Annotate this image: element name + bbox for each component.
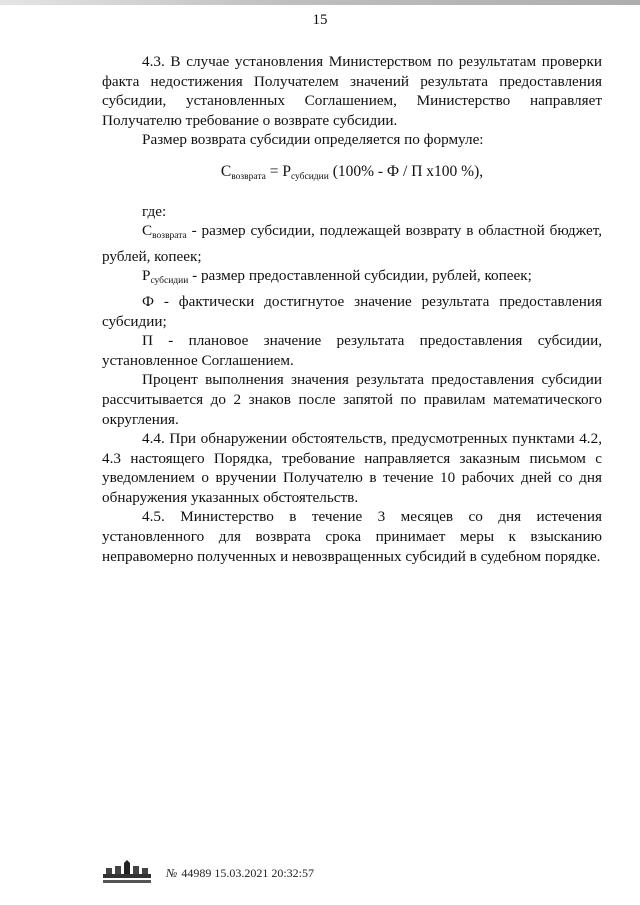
doc-registration-ref: 44989 15.03.2021 20:32:57 <box>181 865 314 880</box>
where-label: где: <box>142 202 167 220</box>
page-number: 15 <box>312 12 328 28</box>
formula-p-sub: субсидии <box>290 171 329 182</box>
definition-p-sub: субсидии <box>150 276 189 287</box>
scan-edge-line <box>0 0 640 5</box>
definition-c-text: - размер субсидии, подлежащей возврату в областной бюджет, рублей, копеек; <box>102 222 602 265</box>
registry-logo-icon <box>102 860 152 886</box>
formula-p: Р <box>282 162 291 180</box>
definition-p-symbol: Р <box>142 267 151 285</box>
definition-p-text: - размер предоставленной субсидии, рублей, копеек; <box>188 267 532 285</box>
formula-c-sub: возврата <box>231 171 266 182</box>
definition-f: Ф - фактически достигнутое значение результата предоставления субсидии; <box>102 292 602 330</box>
definition-c <box>102 221 602 266</box>
doc-number-symbol: № <box>166 865 178 880</box>
formula-rest: (100% - Ф / П х100 %), <box>328 162 484 180</box>
definition-c-symbol: С <box>142 222 153 240</box>
rounding-paragraph: Процент выполнения значения результата предоставления субсидии рассчитывается до 2 знаков после запятой по правилам математического округления. <box>102 371 602 428</box>
definition-plan: П - плановое значение результата предоставления субсидии, установленное Соглашением. <box>102 332 602 369</box>
formula-c: С <box>220 162 232 180</box>
document-body <box>102 52 602 566</box>
paragraph-4-3: 4.3. В случае установления Министерством по результатам проверки факта недостижения Получателем значений результата предоставления субсидии, установленных Соглашением, Министерство направляет Получателю требование о возврате субсидии. <box>102 53 602 129</box>
paragraph-4-5: 4.5. Министерство в течение 3 месяцев со дня истечения установленного для возврата срока принимает меры к взысканию неправомерно полученных и невозвращенных субсидий в судебном порядке. <box>102 508 602 565</box>
formula <box>102 162 602 188</box>
definition-c-sub: возврата <box>152 231 187 242</box>
paragraph-4-4: 4.4. При обнаружении обстоятельств, предусмотренных пунктами 4.2, 4.3 настоящего Порядка, требование направляется заказным письмом с уведомлением о вручении Получателю в течение 10 рабочих дней со дня обнаружения указанных обстоятельств. <box>102 430 602 506</box>
formula-eq: = <box>265 162 283 180</box>
definition-p <box>102 266 602 292</box>
document-footer <box>102 858 422 888</box>
formula-intro: Размер возврата субсидии определяется по формуле: <box>142 131 484 149</box>
